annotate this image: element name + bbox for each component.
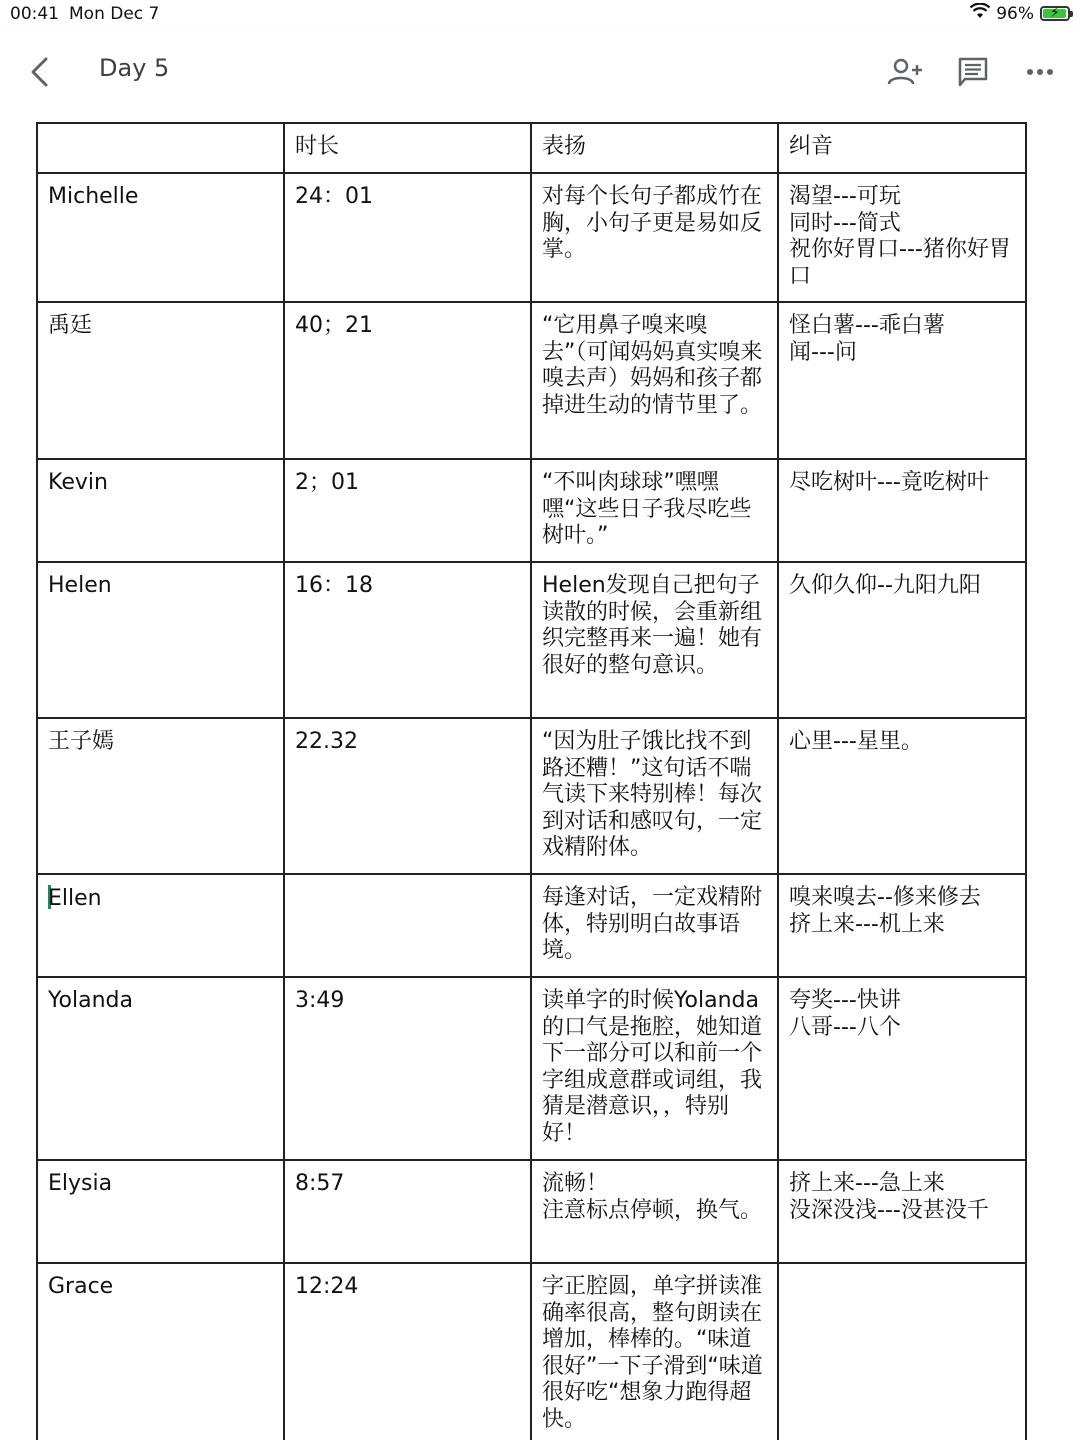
cell-correction[interactable]: 怪白薯---乖白薯 闻---问 [778, 302, 1026, 459]
cell-name[interactable]: Michelle [37, 173, 284, 302]
table-row [37, 173, 1026, 302]
cell-praise[interactable]: 读单字的时候Yolanda的口气是拖腔，她知道下一部分可以和前一个字组成意群或词组，我猜是潜意识，，特别好！ [531, 977, 778, 1160]
table-body [37, 173, 1026, 1440]
roster-table [36, 122, 1027, 1440]
cell-praise[interactable]: “不叫肉球球”嘿嘿嘿“这些日子我尽吃些树叶。” [531, 459, 778, 562]
table-header-row [37, 123, 1026, 173]
table-row [37, 874, 1026, 977]
cell-correction[interactable]: 久仰久仰--九阳九阳 [778, 562, 1026, 718]
table-row [37, 718, 1026, 874]
header-cell-praise[interactable]: 表扬 [531, 123, 778, 173]
cell-name[interactable]: Helen [37, 562, 284, 718]
cell-name[interactable]: Yolanda [37, 977, 284, 1160]
cell-correction[interactable]: 挤上来---急上来 没深没浅---没甚没千 [778, 1160, 1026, 1263]
cell-duration[interactable]: 24：01 [284, 173, 531, 302]
cell-duration[interactable] [284, 874, 531, 977]
wifi-icon [970, 3, 990, 24]
share-button[interactable] [883, 50, 927, 94]
status-bar [0, 0, 1080, 30]
cell-name[interactable]: Elysia [37, 1160, 284, 1263]
status-date: Mon Dec 7 [69, 4, 160, 24]
back-button[interactable] [20, 52, 60, 92]
header-cell-correction[interactable]: 纠音 [778, 123, 1026, 173]
cell-duration[interactable]: 12:24 [284, 1263, 531, 1440]
cell-praise[interactable]: Helen发现自己把句子读散的时候，会重新组织完整再来一遍！她有很好的整句意识。 [531, 562, 778, 718]
cell-duration[interactable]: 3:49 [284, 977, 531, 1160]
battery-percent: 96% [996, 3, 1034, 24]
cell-correction[interactable]: 心里---星里。 [778, 718, 1026, 874]
comment-icon [958, 57, 988, 87]
cell-duration[interactable]: 8:57 [284, 1160, 531, 1263]
cell-name[interactable]: 禹廷 [37, 302, 284, 459]
cell-name[interactable]: Grace [37, 1263, 284, 1440]
header-cell-duration[interactable]: 时长 [284, 123, 531, 173]
cell-correction[interactable]: 尽吃树叶---竟吃树叶 [778, 459, 1026, 562]
cell-text: Ellen [48, 886, 102, 911]
comments-button[interactable] [951, 50, 995, 94]
table-row [37, 302, 1026, 459]
more-options-button[interactable] [1018, 50, 1062, 94]
status-time: 00:41 [10, 4, 59, 24]
cell-correction[interactable] [778, 1263, 1026, 1440]
cell-praise[interactable]: 对每个长句子都成竹在胸，小句子更是易如反掌。 [531, 173, 778, 302]
cell-correction[interactable]: 夸奖---快讲 八哥---八个 [778, 977, 1026, 1160]
cell-praise[interactable]: “它用鼻子嗅来嗅去”（可闻妈妈真实嗅来嗅去声）妈妈和孩子都掉进生动的情节里了。 [531, 302, 778, 459]
cell-praise[interactable]: 每逢对话，一定戏精附体，特别明白故事语境。 [531, 874, 778, 977]
charging-bolt-icon: ⚡ [1050, 5, 1060, 21]
cell-duration[interactable]: 40；21 [284, 302, 531, 459]
cell-duration[interactable]: 2；01 [284, 459, 531, 562]
header-cell-name[interactable] [37, 123, 284, 173]
app-bar [0, 30, 1080, 112]
cell-praise[interactable]: 流畅！ 注意标点停顿，换气。 [531, 1160, 778, 1263]
status-right [970, 3, 1070, 24]
battery-icon [1040, 6, 1070, 21]
cell-name[interactable]: Kevin [37, 459, 284, 562]
cell-correction[interactable]: 嗅来嗅去--修来修去 挤上来---机上来 [778, 874, 1026, 977]
back-arrow-icon [28, 57, 52, 87]
cell-duration[interactable]: 22.32 [284, 718, 531, 874]
cell-duration[interactable]: 16：18 [284, 562, 531, 718]
document-title: Day 5 [99, 54, 170, 82]
table-row [37, 977, 1026, 1160]
table-row [37, 562, 1026, 718]
add-person-icon [887, 57, 923, 87]
table-row [37, 1263, 1026, 1440]
cell-name[interactable]: 王子嫣 [37, 718, 284, 874]
document-body[interactable] [0, 112, 1080, 1440]
more-icon [1027, 68, 1053, 76]
cell-praise[interactable]: 字正腔圆，单字拼读准确率很高，整句朗读在增加，棒棒的。“味道很好”一下子滑到“味道很好吃“想象力跑得超快。 [531, 1263, 778, 1440]
cell-praise[interactable]: “因为肚子饿比找不到路还糟！”这句话不喘气读下来特别棒！每次到对话和感叹句，一定戏精附体。 [531, 718, 778, 874]
cell-correction[interactable]: 渴望---可玩 同时---简式 祝你好胃口---猪你好胃口 [778, 173, 1026, 302]
cell-name[interactable] [37, 874, 284, 977]
table-row [37, 459, 1026, 562]
table-row [37, 1160, 1026, 1263]
